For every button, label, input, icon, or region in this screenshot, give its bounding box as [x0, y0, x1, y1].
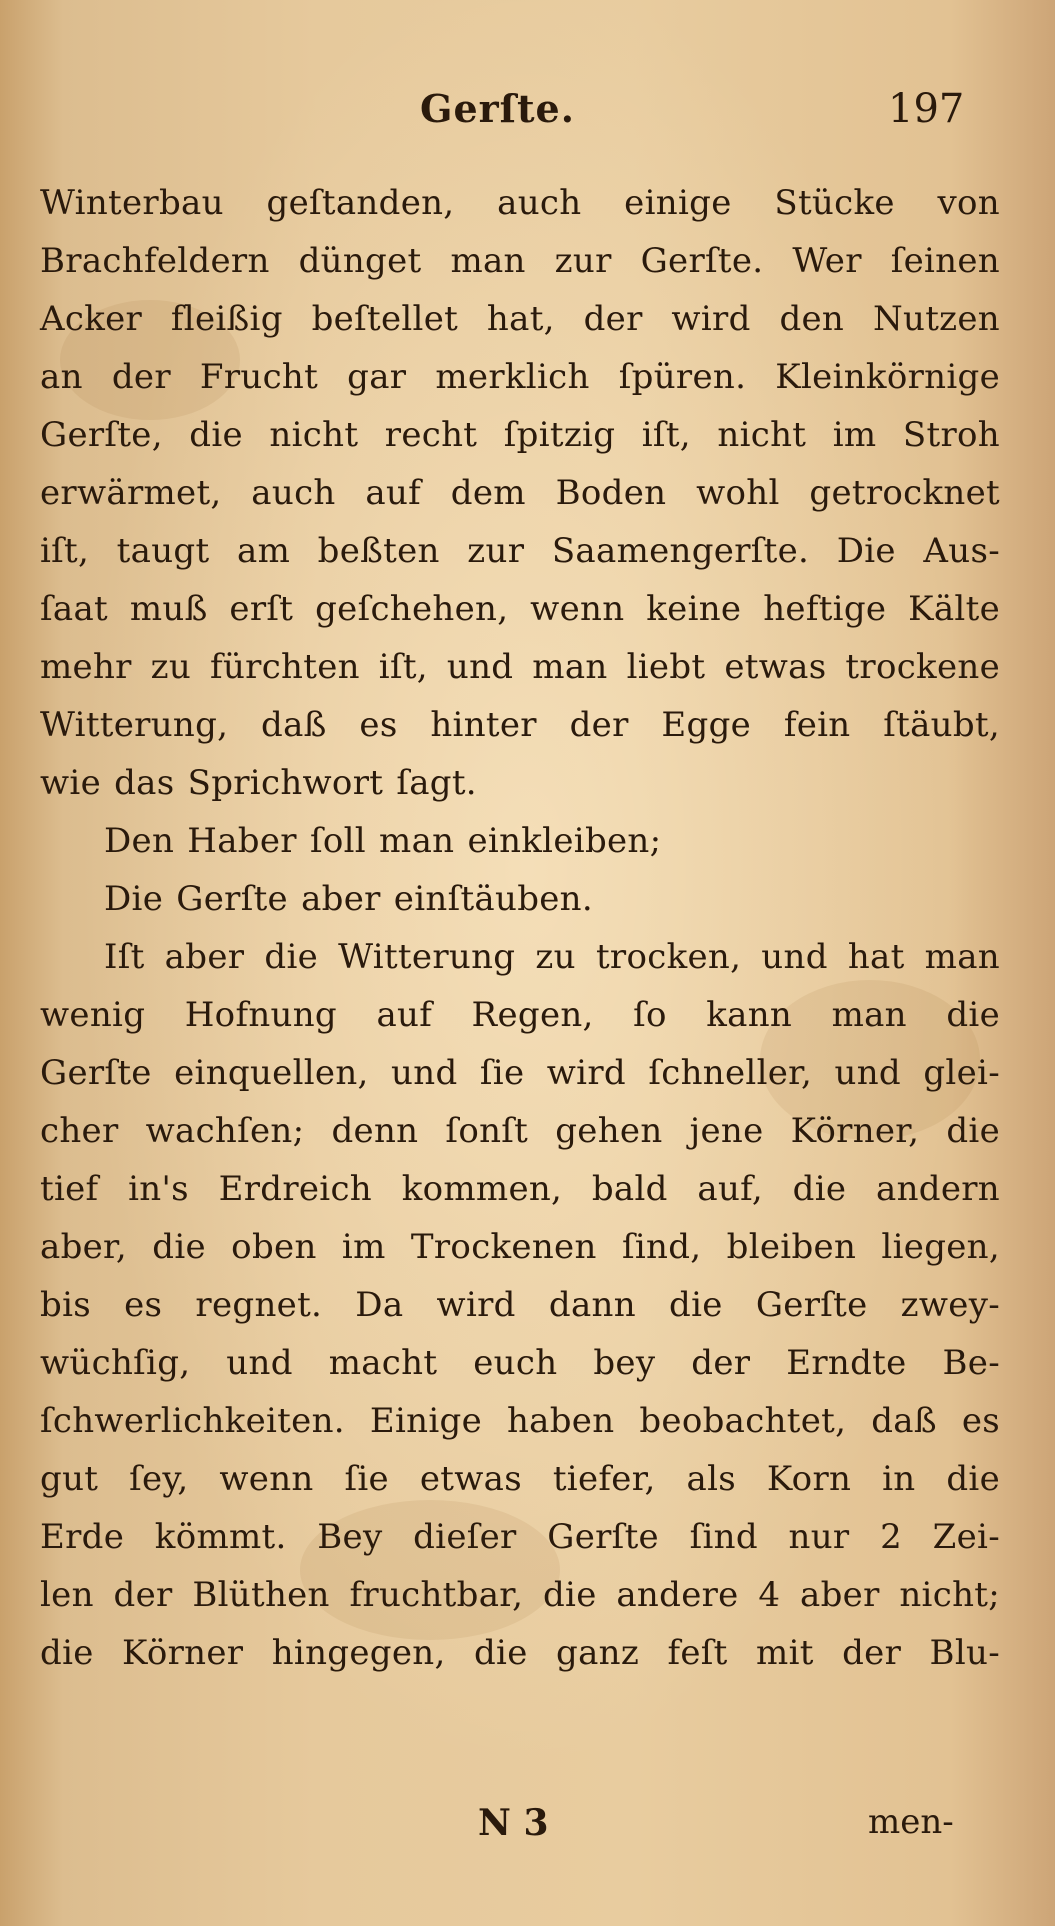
text-line: wenig Hofnung auf Regen, ſo kann man die — [40, 995, 1000, 1035]
text-line: aber, die oben im Trockenen ſind, bleiben liegen, — [40, 1227, 1000, 1267]
text-line: wie das Sprichwort ſagt. — [40, 763, 477, 803]
text-line: Gerſte einquellen, und ſie wird ſchneller, und glei- — [40, 1053, 1000, 1093]
text-line: wüchſig, und macht euch bey der Erndte Be- — [40, 1343, 1000, 1383]
text-line: len der Blüthen fruchtbar, die andere 4 aber nicht; — [40, 1575, 1000, 1615]
text-line: tief in's Erdreich kommen, bald auf, die andern — [40, 1169, 1000, 1209]
signature-mark: N 3 — [478, 1802, 549, 1844]
running-title: Gerſte. — [420, 86, 575, 131]
text-line: ſaat muß erſt geſchehen, wenn keine heftige Kälte — [40, 589, 1000, 629]
catchword: men- — [868, 1802, 954, 1842]
text-line: gut ſey, wenn ſie etwas tiefer, als Korn in die — [40, 1459, 1000, 1499]
text-line: ſchwerlichkeiten. Einige haben beobachtet, daß es — [40, 1401, 1000, 1441]
proverb-line: Die Gerſte aber einſtäuben. — [104, 879, 593, 919]
paragraph-start-line: Iſt aber die Witterung zu trocken, und hat man — [104, 937, 1000, 977]
page-header — [0, 86, 1055, 146]
text-line: an der Frucht gar merklich ſpüren. Kleinkörnige — [40, 357, 1000, 397]
body-text — [40, 174, 1000, 1682]
text-line: Winterbau geſtanden, auch einige Stücke von — [40, 183, 1000, 223]
page-number: 197 — [888, 86, 965, 132]
text-line: erwärmet, auch auf dem Boden wohl getrocknet — [40, 473, 1000, 513]
text-line: bis es regnet. Da wird dann die Gerſte zwey- — [40, 1285, 1000, 1325]
text-line: mehr zu fürchten iſt, und man liebt etwas trockene — [40, 647, 1000, 687]
text-line: die Körner hingegen, die ganz feſt mit der Blu- — [40, 1633, 1000, 1673]
page-footer — [0, 1802, 1055, 1858]
proverb-line: Den Haber ſoll man einkleiben; — [104, 821, 662, 861]
text-line: Acker fleißig beſtellet hat, der wird den Nutzen — [40, 299, 1000, 339]
text-line: Gerſte, die nicht recht ſpitzig iſt, nicht im Stroh — [40, 415, 1000, 455]
text-line: Brachfeldern dünget man zur Gerſte. Wer ſeinen — [40, 241, 1000, 281]
text-line: cher wachſen; denn ſonſt gehen jene Körner, die — [40, 1111, 1000, 1151]
text-line: iſt, taugt am beßten zur Saamengerſte. Die Aus- — [40, 531, 1000, 571]
text-line: Erde kömmt. Bey dieſer Gerſte ſind nur 2 Zei- — [40, 1517, 1000, 1557]
text-line: Witterung, daß es hinter der Egge fein ſtäubt, — [40, 705, 1000, 745]
